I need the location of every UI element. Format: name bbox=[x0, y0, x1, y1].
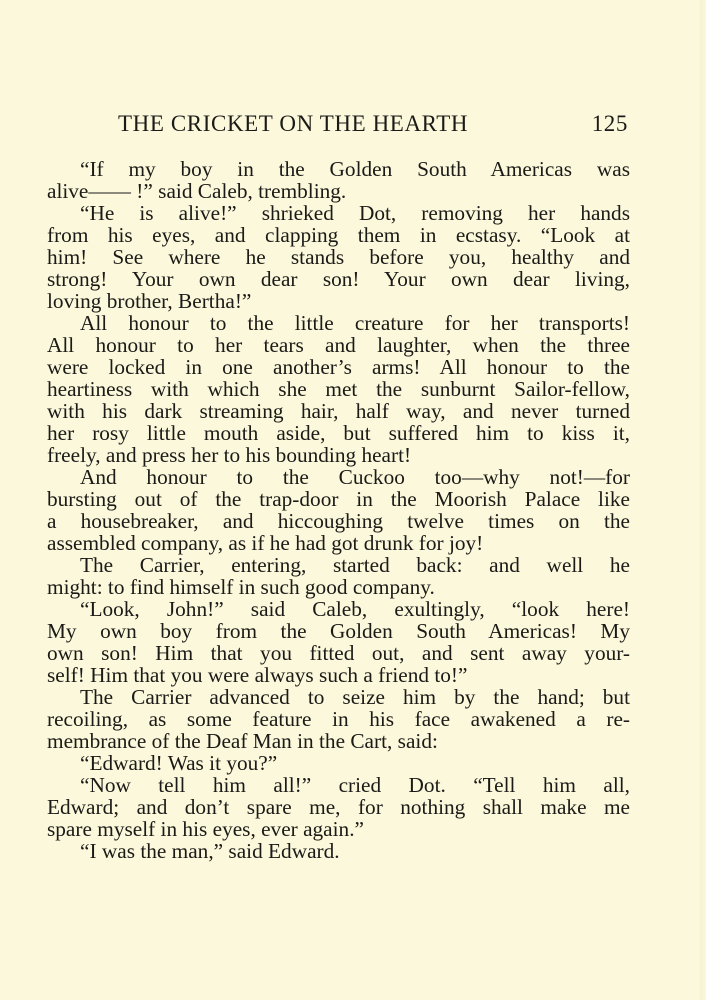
text-line: “Now tell him all!” cried Dot. “Tell him all, bbox=[80, 773, 630, 797]
text-line: freely, and press her to his bounding heart! bbox=[47, 443, 412, 467]
text-line: recoiling, as some feature in his face awakened a re- bbox=[47, 707, 630, 731]
body-text bbox=[47, 158, 630, 862]
text-line: The Carrier, entering, started back: and well he bbox=[80, 553, 630, 577]
text-line: “Look, John!” said Caleb, exultingly, “look here! bbox=[80, 597, 630, 621]
text-line: All honour to the little creature for her transports! bbox=[80, 311, 630, 335]
text-line: The Carrier advanced to seize him by the hand; but bbox=[80, 685, 630, 709]
text-line: loving brother, Bertha!” bbox=[47, 289, 252, 313]
page-number: 125 bbox=[591, 111, 628, 136]
text-line: spare myself in his eyes, ever again.” bbox=[47, 817, 364, 841]
text-line: were locked in one another’s arms! All honour to the bbox=[47, 355, 630, 379]
text-line: might: to find himself in such good company. bbox=[47, 575, 435, 599]
running-title: THE CRICKET ON THE HEARTH bbox=[118, 111, 469, 136]
text-line: alive—— !” said Caleb, trembling. bbox=[47, 179, 347, 203]
text-line: “Edward! Was it you?” bbox=[80, 751, 278, 775]
text-line: with his dark streaming hair, half way, and never turned bbox=[47, 399, 630, 423]
text-line: My own boy from the Golden South Americas! My bbox=[47, 619, 630, 643]
text-line: “If my boy in the Golden South Americas was bbox=[80, 157, 630, 181]
text-line: heartiness with which she met the sunburnt Sailor-fellow, bbox=[47, 377, 630, 401]
text-line: Edward; and don’t spare me, for nothing shall make me bbox=[47, 795, 630, 819]
running-header bbox=[118, 111, 630, 141]
text-line: strong! Your own dear son! Your own dear living, bbox=[47, 267, 630, 291]
text-line: assembled company, as if he had got drunk for joy! bbox=[47, 531, 484, 555]
text-line: her rosy little mouth aside, but suffered him to kiss it, bbox=[47, 421, 630, 445]
text-line: “He is alive!” shrieked Dot, removing her hands bbox=[80, 201, 630, 225]
text-line: membrance of the Deaf Man in the Cart, said: bbox=[47, 729, 438, 753]
text-line: “I was the man,” said Edward. bbox=[80, 839, 340, 863]
text-line: a housebreaker, and hiccoughing twelve times on the bbox=[47, 509, 630, 533]
text-line: self! Him that you were always such a friend to!” bbox=[47, 663, 468, 687]
text-line: bursting out of the trap-door in the Moorish Palace like bbox=[47, 487, 630, 511]
text-line: own son! Him that you fitted out, and sent away your- bbox=[47, 641, 630, 665]
text-line: And honour to the Cuckoo too—why not!—for bbox=[80, 465, 630, 489]
page-edge-shadow bbox=[700, 0, 706, 1000]
text-line: from his eyes, and clapping them in ecstasy. “Look at bbox=[47, 223, 630, 247]
text-line: All honour to her tears and laughter, when the three bbox=[47, 333, 630, 357]
text-line: him! See where he stands before you, healthy and bbox=[47, 245, 630, 269]
